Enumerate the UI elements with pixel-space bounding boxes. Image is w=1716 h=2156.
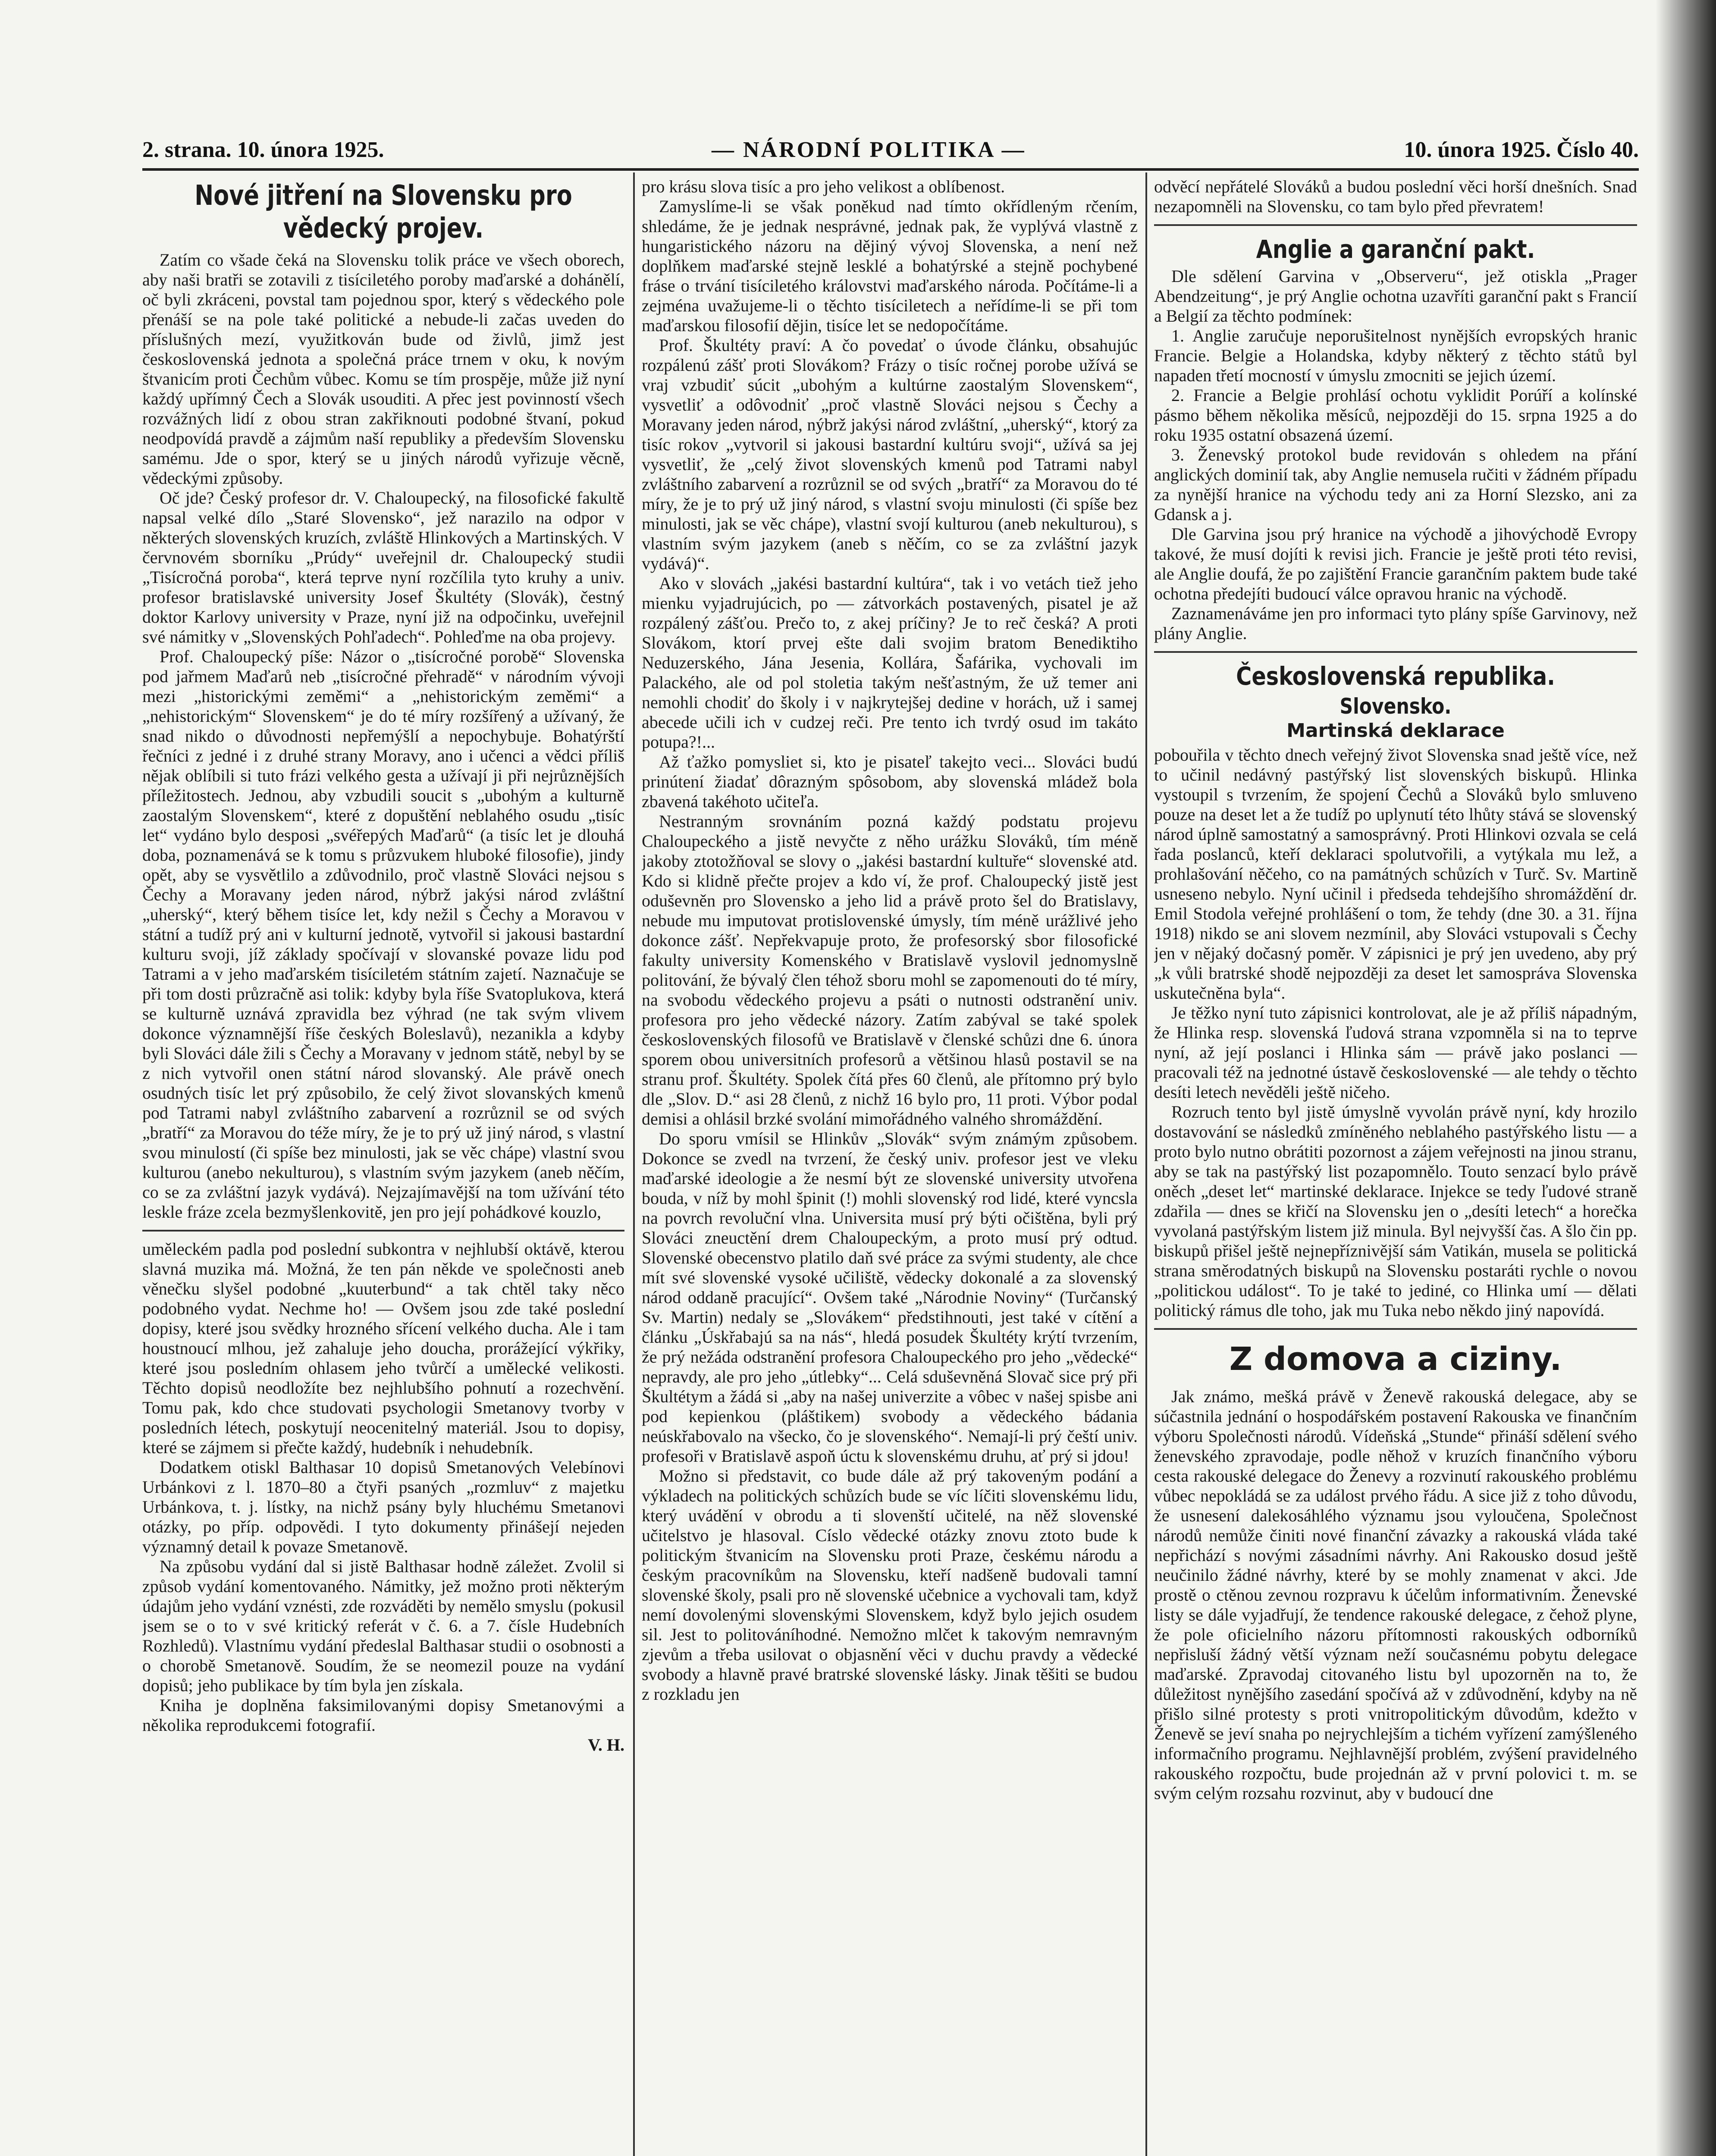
- column-3: [1154, 177, 1637, 2156]
- article-paragraph: pobouřila v těchto dnech veřejný život Slovenska snad ještě více, než to učinil nedávný pastýřský list slovenských biskupů. Hlinka vystoupil s tvrzením, že spojení Čechů a Slováků bylo smluveno pouze na deset let a že tudíž po uplynutí této lhůty stává se slovenský národ úplně samostatný a samosprávný. Proti Hlinkovi ozvala se celá řada poslanců, kteří deklaraci spolutvořili, a vytýkala mu lež, a prohlašování něčeho, co na památných schůzích v Turč. Sv. Martině usneseno nebylo. Nyní učinil i předseda tehdejšího shromáždění dr. Emil Stodola veřejné prohlášení o tom, že tehdy (dne 30. a 31. října 1918) nikdo se ani slovem nezmínil, aby Slováci vstupovali s Čechy jen v nějaký dočasný poměr. V zápisnici je prý jen uvedeno, aby prý „k vůli bratrské shodě nejpozději za deset let samospráva Slovenska uskutečněna byla“.: [1154, 745, 1637, 1003]
- section-divider: [1154, 651, 1637, 653]
- section-divider: [1154, 1328, 1637, 1330]
- section-title-domov: Z domova a ciziny.: [1229, 1341, 1562, 1378]
- article-paragraph: 2. Francie a Belgie prohlásí ochotu vyklidit Porúří a kolínské pásmo během několika měsíců, nejpozději do 15. srpna 1925 a do roku 1935 ostatní obsazená území.: [1154, 385, 1637, 445]
- article-paragraph: Jak známo, mešká právě v Ženevě rakouská delegace, aby se súčastnila jednání o hospodářském postavení Rakouska ve finančním výboru Společnosti národů. Vídeňská „Stunde“ přináší sdělení svého ženevského zpravodaje, podle něhož v kruzích finančního výboru cesta rakouské delegace do Ženevy a rozvinutí rakouského problému vůbec nepokládá se za událost prvého řádu. A sice již z toho důvodu, že usnesení dalekosáhlého významu jsou vyloučena, Společnost národů nemůže činiti nové finanční závazky a rakouská vláda také nepřichází s novými zásadními návrhy. Ani Rakousko dosud ještě neučinilo žádné návrhy, které by se mohly znamenat v akci. Jde prostě o ctěnou zevnou rozpravu k účelům informativním. Ženevské listy se dále vyjadřují, že tendence rakouské delegace, z čehož plyne, že pole oficielního názoru přítomnosti rakouských odborníků nepřisluší žádný větší význam neží současnému pobytu delegace maďarské. Zpravodaj citovaného listu byl upozorněn na to, že důležitost nynějšího zasedání spočívá až v zdůvodnění, kdyby na ně přišlo silné protesty s proti vnitropolitickým důvodům, kdežto v Ženevě se jeví snaha po nejrychlejším a tichém vyřízení zamýšleného informačního programu. Nejhlavnější problém, zvýšení pravidelného rakouského rozpočtu, bude projednán až v první polovici t. m. se svým celým rozsahu rozvinut, aby v budoucí dne: [1154, 1387, 1637, 1803]
- column-1: [142, 177, 624, 2156]
- article-paragraph: Zatím co všade čeká na Slovensku tolik práce ve všech oborech, aby naši bratři se zotavili z tisíciletého poroby maďarské a dohánělí, oč byli zkráceni, povstal tam pojednou spor, který s vědeckého pole přenáší se na pole také politické a nebude-li začas uveden do příslušných mezí, využitkován bude od živlů, jimž jest československá jednota a společná práce trnem v oku, k novým štvanicím proti Čechům vůbec. Komu se tím prospěje, může již nyní každý upřímný Čech a Slovák usouditi. A přec jest povinností všech rozvážných lidí z obou stran zakřiknouti podobné štvaní, pokud neodpovídá pravdě a zájmům naší republiky a především Slovensku samému. Jde o spor, který se u jiných národů vyřizuje věcně, vědeckými způsoby.: [142, 250, 624, 488]
- section-title-republika: Československá republika.: [1236, 661, 1555, 691]
- article-paragraph: Dle Garvina jsou prý hranice na východě a jihovýchodě Evropy takové, že musí dojíti k revisi jich. Francie je ještě proti této revisi, ale Anglie doufá, že po zajištění Francie garančním paktem bude také ochotna předejíti budoucí válce opravou hranic na východě.: [1154, 524, 1637, 603]
- article-paragraph: Nestranným srovnáním pozná každý podstatu projevu Chaloupeckého a jistě nevyčte z něho urážku Slováků, tím méně jakoby ztotožňoval se slovy o „jakési bastardní kultuře“ slovenské atd. Kdo si klidně přečte projev a kdo ví, že prof. Chaloupecký jistě jest oduševněn pro Slovensko a jeho lid a právě proto šel do Bratislavy, nebude mu imputovat protislovenské úmysly, tím méně urážlivé jeho dokonce zášť. Nepřekvapuje proto, že profesorský sbor filosofické fakulty university Komenského v Bratislavě vyslovil jednomyslně politování, že bývalý člen téhož sboru mohl se zapomenouti do té míry, na svobodu vědeckého projevu a psáti o nutnosti odstranění univ. profesora pro jeho vědecké názory. Zatím zabýval se také spolek československých filosofů ve Bratislavě v členské schůzi dne 6. února sporem obou universitních profesorů a většinou hlasů postavil se na stranu prof. Škultéty. Spolek čítá přes 60 členů, ale přítomno prý bylo dle „Slov. D.“ asi 28 členů, z nichž 16 bylo pro, 11 proti. Výbor podal demisi a ohlásil brzké svolání mimořádného valného shromáždění.: [642, 812, 1138, 1128]
- article-paragraph: Prof. Chaloupecký píše: Názor o „tisícročné porobě“ Slovenska pod jařmem Maďarů neb „tisícročné přehradě“ v národním vývoji mezi „historickými zeměmi“ a „nehistorickým zeměmi“ a „nehistorickým“ Slovenskem“ je do té míry rozšířený a užívaný, že snad nikdo o důvodnosti nepřemýšlí a nepochybuje. Bohatýrští řečníci z jedné i z druhé strany Moravy, ano i učenci a vědci příliš nějak oblíbili si tuto frázi velkého gesta a užívají ji při nejrůznějších příležitostech. Jednou, aby vzbudili soucit s „ubohým a kulturně zaostalým Slovenskem“, které z dopuštění neblahého osudu „tisíc let“ vydáno bylo desposi „svéřepých Maďarů“ (a tisíc let je dlouhá doba, poznamenává se k tomu s průzvukem hluboké filosofie), jindy opět, aby se vysvětlilo a zdůvodnilo, proč vlastně Slováci nejsou s Čechy a Moravany jeden národ, nýbrž jakýsi národ zvláštní „uherský“, který během tisíce let, kdy nežil s Čechy a Moravou v státní a tudíž prý ani v kulturní jednotě, vytvořil si jakousi bastardní kulturu svoji, jíž základy spočívají v slovanské povaze lidu pod Tatrami a v jeho maďarském tisíciletém státním zajetí. Naznačuje se při tom dosti průzračně asi tolik: kdyby byla říše Svatoplukova, která se kulturně uznává zpravidla bez výhrad (ne tak svým vlivem dokonce významnější říše českých Boleslavů), nezanikla a kdyby byli Slováci dále žili s Čechy a Moravany v jednom státě, nebyl by se z nich vytvořil onen státní národ slovanský. Ale právě onech osudných tisíc let prý způsobilo, že celý život slovanských kmenů pod Tatrami nabyl zvláštního zabarvení a rozrůznil se od svých „bratří“ za Moravou do téže míry, že je to prý už jiný národ, s vlastní svou minulostí (či spíše bez minulosti, jak se věc chápe) vlastní svou kulturou (anebo nekulturou), s vlastním svým jazykem (aneb něčím, co se za zvláštní jazyk vydává). Nejzajímavější na tom užívání této leskle fráze zcela bezmyšlenkovitě, jen pro její pohádkové kouzlo,: [142, 647, 624, 1222]
- article-paragraph: Dodatkem otiskl Balthasar 10 dopisů Smetanových Velebínovi Urbánkovi z l. 1870–80 a čtyři psaných „rozmluv“ z majetku Urbánkova, t. j. lístky, na nichž psány byly hluchému Smetanovi otázky, po příp. odpovědi. I tyto dokumenty přinášejí nejeden významný detail k povaze Smetanově.: [142, 1457, 624, 1556]
- header-page-date: 2. strana. 10. února 1925.: [142, 138, 384, 162]
- article-paragraph: Až ťažko pomysliet si, kto je pisateľ takejto veci... Slováci budú prinútení žiadať dôrazným spôsobom, aby slovenská mládež bola zbavená takéhoto učiteľa.: [642, 752, 1138, 811]
- article-paragraph: Na způsobu vydání dal si jistě Balthasar hodně záležet. Zvolil si způsob vydání komentovaného. Námitky, jež možno proti některým údajům jeho vydání vznésti, zde rozváděti by nemělo smyslu (pokusil jsem se o to v své kritický referát v č. 6. a 7. čísle Hudebních Rozhledů). Vlastnímu vydání předeslal Balthasar studii o osobnosti a o chorobě Smetanově. Soudím, že se neomezil pouze na vydání dopisů; jeho publikace by tím byla jen získala.: [142, 1557, 624, 1695]
- article-paragraph: odvěcí nepřátelé Slováků a budou poslední věci horší dnešních. Snad nezapomněli na Slovensku, co tam bylo před převratem!: [1154, 177, 1637, 216]
- author-signature: V. H.: [588, 1735, 624, 1755]
- article-paragraph: Do sporu vmísil se Hlinkův „Slovák“ svým známým způsobem. Dokonce se zvedl na tvrzení, že český univ. profesor jest ve vleku maďarské ideologie a že nesmí být ze slovenské university utvořena bouda, v níž by mohl špinit (!) mohli slovenský rod lidé, které vyncsla na povrch revoluční vlna. Universita musí prý býti očištěna, byli prý Slováci zneuctění drem Chaloupeckým, a proto musí prý odtud. Slovenské obecenstvo platilo daň své práce za svými studenty, ale chce mít své slovenské vysoké učiliště, vědecky dokonalé a za slovenský národ oddaně pracující“. Ovšem také „Národnie Noviny“ (Turčanský Sv. Martin) nedaly se „Slovákem“ předstihnouti, jest také v cítění a článku „Úskřabajú sa na nás“, hledá posudek Škultéty krýtí tvrzením, že prý nežáda odstranění profesora Chaloupeckého pro jeho „vědecké“ nepravdy, ale pro jeho „útlebky“... Celá sduševněná Slovač sice prý při Škultétym a žádá si „aby na našej univerzite a vôbec v našej spisbe ani pod kepienkou (pláštikem) svobody a vědeckého bádania neúskřabovalo na všecko, čo je slovenského“. Nemají-li prý čeští univ. profesoři v Bratislavě aspoň úctu k slovenskému druhu, ať prý si jdou!: [642, 1129, 1138, 1466]
- article-paragraph: 1. Anglie zaručuje neporušitelnost nynějších evropských hranic Francie. Belgie a Holandska, kdyby některý z těchto států byl napaden třetí mocností v úmyslu zmocniti se jejich území.: [1154, 326, 1637, 385]
- header-issue-number: 10. února 1925. Číslo 40.: [1404, 138, 1639, 162]
- article-paragraph: Rozruch tento byl jistě úmyslně vyvolán právě nyní, kdy hrozilo dostavování se následků zmíněného neblahého pastýřského listu — a proto bylo nutno obrátiti pozornost a zájem veřejnosti na jinou stranu, aby se tak na pastýřský list pozapomnělo. Touto senzací bylo právě oněch „deset let“ martinské deklarace. Injekce se tedy ľudové straně zdařila — dnes se křičí na Slovensku jen o „desíti letech“ a horečka vyvolaná pastýřským listem již minula. Byl nejvyšší čas. A šlo čin pp. biskupů přišel ještě nejnepříznivější sám Vatikán, musela se politická strana směrodatných biskupů na Slovensku postaráti rychle o novou „politickou událost“. To je také to jediné, co Hlinka umí — dělati politický rámus dle toho, jak mu Tuka nebo někdo jiný napovídá.: [1154, 1102, 1637, 1320]
- article-paragraph: Možno si představit, co bude dále až prý takoveným podání a výkladech na politických schůzích bude se víc líčiti slovenskému lidu, který uvádění v obrodu a ti slovenští učitelé, na něž slovenské učitelstvo je hlasoval. Císlo vědecké otázky znovu ztoto bude k politickým štvanicím na Slovensku proti Praze, českému národu a českým pracovníkům na Slovensku, kteří nadšeně budovali tamní slovenské školy, psali pro ně slovenské učebnice a vychovali tam, když nemí dovolenými slovenskými Slovenskem, když bylo jejich osudem sil. Jest to politováníhodné. Nemožno mlčet k takovým nemravným zjevům a třeba usilovat o objasnění věci v duchu pravdy a vědecké svobody a hlavně pravé bratrské slovenské lásky. Jinak těšiti se budou z rozkladu jen: [642, 1466, 1138, 1704]
- header-masthead: — NÁRODNÍ POLITIKA —: [712, 138, 1026, 162]
- scan-edge-shadow: [1656, 0, 1716, 2156]
- section-divider: [1154, 224, 1637, 226]
- column-2: [642, 177, 1138, 2156]
- header-rule: [142, 168, 1639, 171]
- page-header: [142, 137, 1639, 167]
- article-paragraph: pro krásu slova tisíc a pro jeho velikost a oblíbenost.: [642, 177, 1005, 196]
- article-paragraph: uměleckém padla pod poslední subkontra v nejhlubší oktávě, kterou slavná muzika má. Možná, že ten pán někde ve společnosti aneb věnečku slyšel podobné „kuuterbund“ a tak chtěl taky něco podobného vydat. Nechme ho! — Ovšem jsou zde také poslední dopisy, které jsou svědky hrozného sřícení velkého ducha. Ale i tam houstnoucí mlhou, jež zahaluje jeho doucha, prorážející výkřiky, které jsou posledním ohlasem jeho tvůrčí a umělecké velikosti. Těchto dopisů neodložíte bez nejhlubšího pohnutí a rozechvění. Tomu pak, kdo chce studovati psychologii Smetanovy tvorby v posledních létech, poskytují neocenitelný materiál. Jsou to dopisy, které se zájmem si přečte každý, hudebník i nehudebník.: [142, 1239, 624, 1457]
- section-divider: [142, 1230, 624, 1232]
- article-paragraph: Oč jde? Český profesor dr. V. Chaloupecký, na filosofické fakultě napsal velké dílo „Staré Slovensko“, jež narazilo na odpor v některých slovenských kruzích, zvláště Hlinkových a Martinských. V červnovém sborníku „Prúdy“ uveřejnil dr. Chaloupecký studii „Tisícročná poroba“, která teprve nyní rozčílila tyto kruhy a univ. profesor bratislavské university Josef Škultéty (Slovák), čestný doktor Karlovy university v Praze, nyní již na odpočinku, uveřejnil své námitky v „Slovenských Pohľadech“. Pohleďme na oba projevy.: [142, 488, 624, 646]
- article-paragraph: 3. Ženevský protokol bude revidován s ohledem na přání anglických dominií tak, aby Anglie nemusela ručiti v žádném případu za nynější hranice na východu tedy ani za Horní Slezsko, ani za Gdansk a j.: [1154, 445, 1637, 524]
- article-paragraph: Ako v slovách „jakési bastardní kultúra“, tak i vo vetách tiež jeho mienku vyjadrujúcich, po — zátvorkách postavených, pisatel je až rozpálený zášťou. Prečo to, z akej príčiny? Je to reč česká? A proti Slovákom, ktorí prvej ešte dali svojim bratom Benediktiho Neduzerského, Jána Jesenia, Kollára, Šafárika, vychovali im Palackého, ale od pol stoletia takým nešťastným, že už temer ani nemohli chodiť do školy i v najkrytejšej dedine v horách, už i samej abecede učili ich v cudzej reči. Pre tento ich tvrdý osud im takáto potupa?!...: [642, 573, 1138, 752]
- article-paragraph: Zaznamenáváme jen pro informaci tyto plány spíše Garvinovy, než plány Anglie.: [1154, 604, 1637, 643]
- article-title-martinska: Martinská deklarace: [1286, 720, 1505, 742]
- article-paragraph: Kniha je doplněna faksimilovanými dopisy Smetanovými a několika reprodukcemi fotografií.: [142, 1695, 624, 1735]
- article-title-slovensko: Nové jitření na Slovensku pro vědecký projev.: [195, 180, 572, 244]
- article-paragraph: Je těžko nyní tuto zápisnici kontrolovat, ale je až příliš nápadným, že Hlinka resp. slovenská ľudová strana vzpomněla si na to teprve nyní, až její poslanci i Hlinka sám — právě jako poslanci — pracovali též na jednotné ústavě československé — ale tehdy o těchto desíti letech nevěděli ještě ničeho.: [1154, 1003, 1637, 1102]
- column-rule-1: [633, 172, 635, 2156]
- article-paragraph: Zamyslíme-li se však poněkud nad tímto okřídleným rčením, shledáme, že je jednak nesprávné, jednak pak, že vyplývá vlastně z hungaristického názoru na dějiný vývoj Slovenska, a není než doplňkem maďarské stejně lesklé a bohatýrské a stejně pochybené fráse o trvání tisíciletého královstvi maďarského národa. Počítáme-li a zejména uvažujeme-li o těchto tisíciletech a neřídíme-li se při tom maďarskou filosofií dějin, tisíce let se nedopočítáme.: [642, 197, 1138, 335]
- column-rule-2: [1145, 172, 1147, 2156]
- article-title-anglie: Anglie a garanční pakt.: [1256, 235, 1535, 264]
- article-paragraph: Prof. Škultéty praví: A čo povedať o úvode článku, obsahujúc rozpálenú zášť proti Slovákom? Frázy o tisíc ročnej porobe užívá se vraj vzbudiť súcit „ubohým a kultúrne zaostalým Slovenskem“, vysvetliť a odôvodniť „proč vlastně Slováci nejsou s Čechy a Moravany jeden národ, nýbrž jakýsi národ zvláštní, „uherský“, ktorý za tisíc rokov „vytvoril si jakousi bastardní kultúru svoji“, užívá sa jej vysvetliť, že „celý život slovenských kmenů pod Tatrami nabyl zvláštního zabarvení a rozrůznil se od svých „bratří“ za Moravou do té míry, že je to prý už jiný národ, s vlastní svoju minulosti (či spíše bez minulosti, jak se věc chápe), vlastní svojí kulturou (aneb nekulturou), s vlastním svým jazykem (aneb s něčím, co se za zvláštní jazyk vydává)“.: [642, 335, 1138, 573]
- article-paragraph: Dle sdělení Garvina v „Observeru“, jež otiskla „Prager Abendzeitung“, je prý Anglie ochotna uzavříti garanční pakt s Francií a Belgií za těchto podmínek:: [1154, 266, 1637, 326]
- section-subtitle-slovensko: Slovensko.: [1340, 694, 1452, 719]
